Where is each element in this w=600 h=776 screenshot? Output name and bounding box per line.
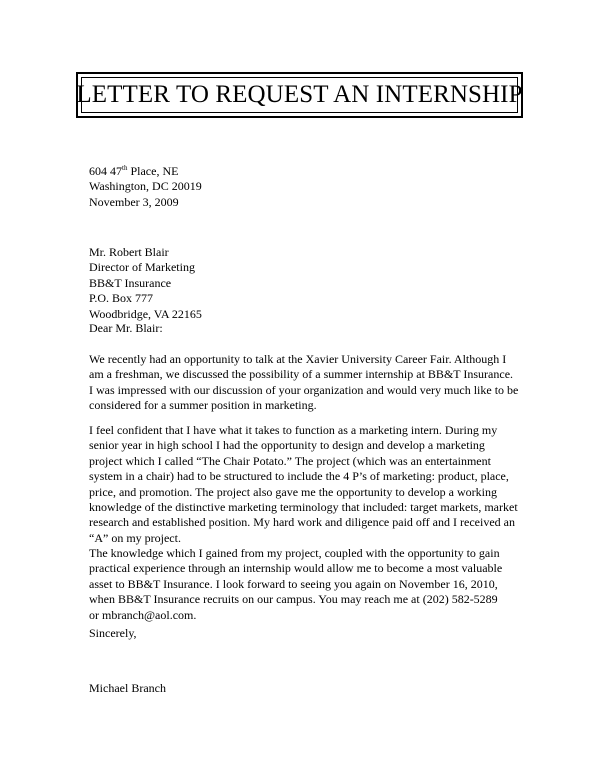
sender-street-rest: Place, NE (127, 164, 179, 178)
recipient-title: Director of Marketing (89, 260, 195, 275)
body-paragraph-3 (89, 546, 529, 623)
sender-address (89, 164, 202, 210)
page-title: LETTER TO REQUEST AN INTERNSHIP (81, 77, 518, 113)
paragraph-line: “A” on my project. (89, 530, 181, 545)
body-paragraph-1 (89, 352, 529, 414)
recipient-city-line: Woodbridge, VA 22165 (89, 306, 202, 321)
paragraph-line: I was impressed with our discussion of your organization and would very much like to be (89, 382, 519, 397)
paragraph-line: senior year in high school I had the opportunity to design and develop a marketing (89, 438, 485, 453)
paragraph-line: when BB&T Insurance recruits on our campus. You may reach me at (202) 582-5289 (89, 592, 498, 607)
recipient-po-box: P.O. Box 777 (89, 291, 154, 306)
title-frame (76, 72, 523, 118)
paragraph-line: system in a chair) had to be structured to include the 4 P’s of marketing: product, place, (89, 469, 509, 484)
salutation: Dear Mr. Blair: (89, 321, 163, 335)
sender-city-line: Washington, DC 20019 (89, 179, 202, 194)
paragraph-line: or mbranch@aol.com. (89, 607, 197, 622)
signature-name: Michael Branch (89, 681, 166, 695)
paragraph-line: We recently had an opportunity to talk at the Xavier University Career Fair. Although I (89, 352, 507, 366)
sender-street-number: 604 47 (89, 164, 122, 178)
recipient-address (89, 245, 202, 322)
paragraph-line: I feel confident that I have what it takes to function as a marketing intern. During my (89, 423, 498, 437)
sender-street (89, 164, 202, 179)
paragraph-line: project which I called “The Chair Potato.” The project (which was an entertainment (89, 453, 491, 468)
paragraph-line: practical experience through an internship would allow me to become a most valuable (89, 561, 503, 576)
paragraph-line: research and established position. My hard work and diligence paid off and I received an (89, 515, 515, 530)
paragraph-line: knowledge of the distinctive marketing terminology that included: target markets, market (89, 500, 518, 515)
body-paragraph-2 (89, 423, 529, 546)
recipient-company: BB&T Insurance (89, 275, 172, 290)
paragraph-line: considered for a summer position in marketing. (89, 398, 317, 413)
paragraph-line: asset to BB&T Insurance. I look forward to seeing you again on November 16, 2010, (89, 576, 498, 591)
paragraph-line: price, and promotion. The project also gave me the opportunity to develop a working (89, 484, 498, 499)
sender-street-suffix: th (122, 164, 128, 172)
paragraph-line: am a freshman, we discussed the possibility of a summer internship at BB&T Insurance. (89, 367, 514, 382)
recipient-name: Mr. Robert Blair (89, 245, 169, 259)
closing: Sincerely, (89, 626, 137, 640)
paragraph-line: The knowledge which I gained from my project, coupled with the opportunity to gain (89, 546, 500, 560)
letter-date: November 3, 2009 (89, 194, 179, 209)
